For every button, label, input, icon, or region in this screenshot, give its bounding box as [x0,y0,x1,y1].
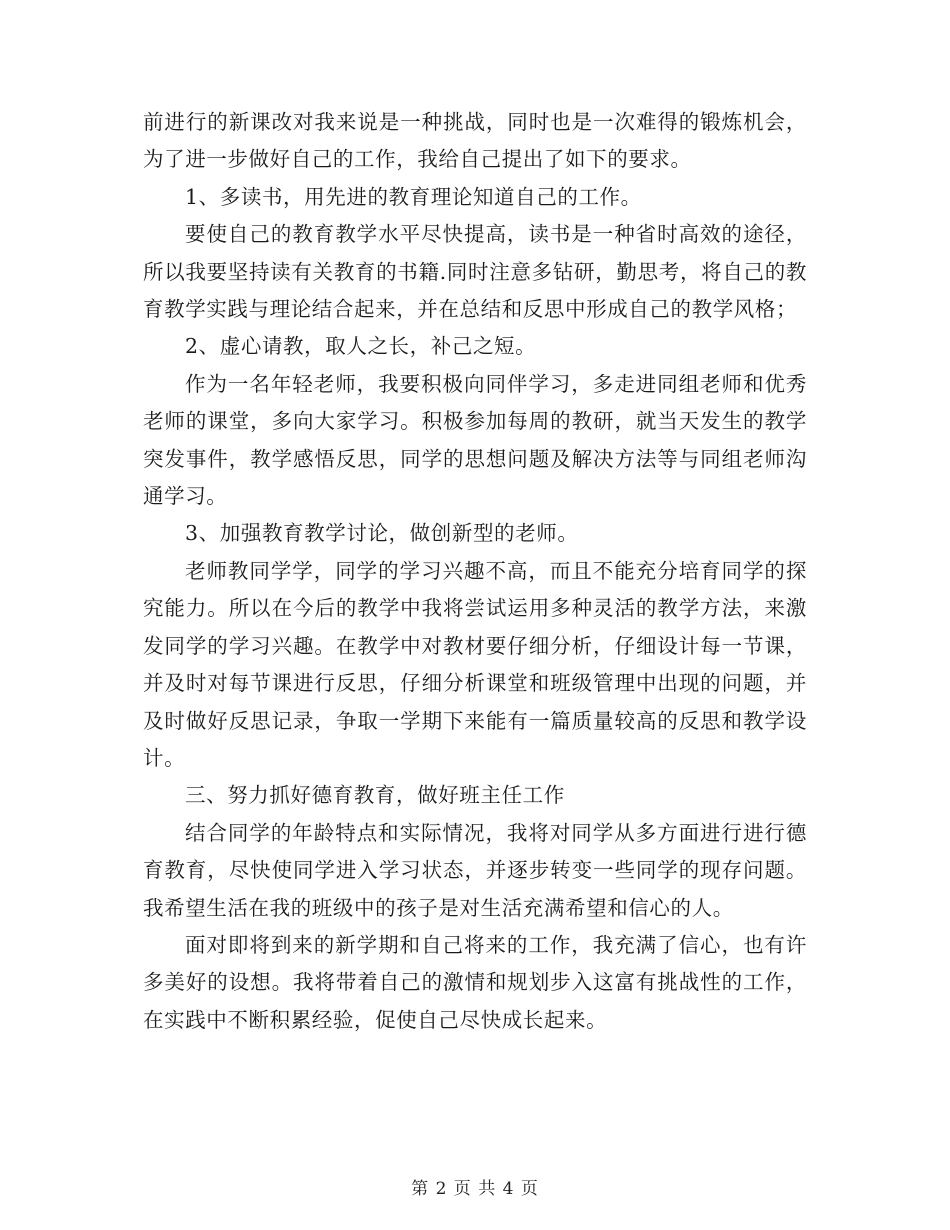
paragraph: 老师教同学学，同学的学习兴趣不高，而且不能充分培育同学的探究能力。所以在今后的教学中我将尝试运用多种灵活的教学方法，来激发同学的学习兴趣。在教学中对教材要仔细分析，仔细设计每一节课，并及时对每节课进行反思，仔细分析课堂和班级管理中出现的问题，并及时做好反思记录，争取一学期下来能有一篇质量较高的反思和教学设计。 [143,558,807,770]
section-heading: 1、多读书，用先进的教育理论知道自己的工作。 [185,184,642,209]
document-body [143,104,807,1039]
paragraph: 作为一名年轻老师，我要积极向同伴学习，多走进同组老师和优秀老师的课堂，多向大家学习。积极参加每周的教研，就当天发生的教学突发事件，教学感悟反思，同学的思想问题及解决方法等与同组老师沟通学习。 [143,371,807,509]
paragraph: 要使自己的教育教学水平尽快提高，读书是一种省时高效的途径，所以我要坚持读有关教育的书籍.同时注意多钻研，勤思考，将自己的教育教学实践与理论结合起来，并在总结和反思中形成自己的教学风格； [143,222,807,322]
section-heading: 三、努力抓好德育教育，做好班主任工作 [185,783,565,808]
section-heading: 3、加强教育教学讨论，做创新型的老师。 [185,521,579,546]
paragraph: 结合同学的年龄特点和实际情况，我将对同学从多方面进行进行德育教育，尽快使同学进入学习状态，并逐步转变一些同学的现存问题。我希望生活在我的班级中的孩子是对生活充满希望和信心的人。 [143,820,807,920]
paragraph: 前进行的新课改对我来说是一种挑战，同时也是一次难得的锻炼机会，为了进一步做好自己的工作，我给自己提出了如下的要求。 [143,110,807,172]
page-number-footer: 第 2 页 共 4 页 [411,1179,539,1199]
section-heading: 2、虚心请教，取人之长，补己之短。 [185,334,537,359]
paragraph: 面对即将到来的新学期和自己将来的工作，我充满了信心，也有许多美好的设想。我将带着自己的激情和规划步入这富有挑战性的工作，在实践中不断积累经验，促使自己尽快成长起来。 [143,932,807,1032]
